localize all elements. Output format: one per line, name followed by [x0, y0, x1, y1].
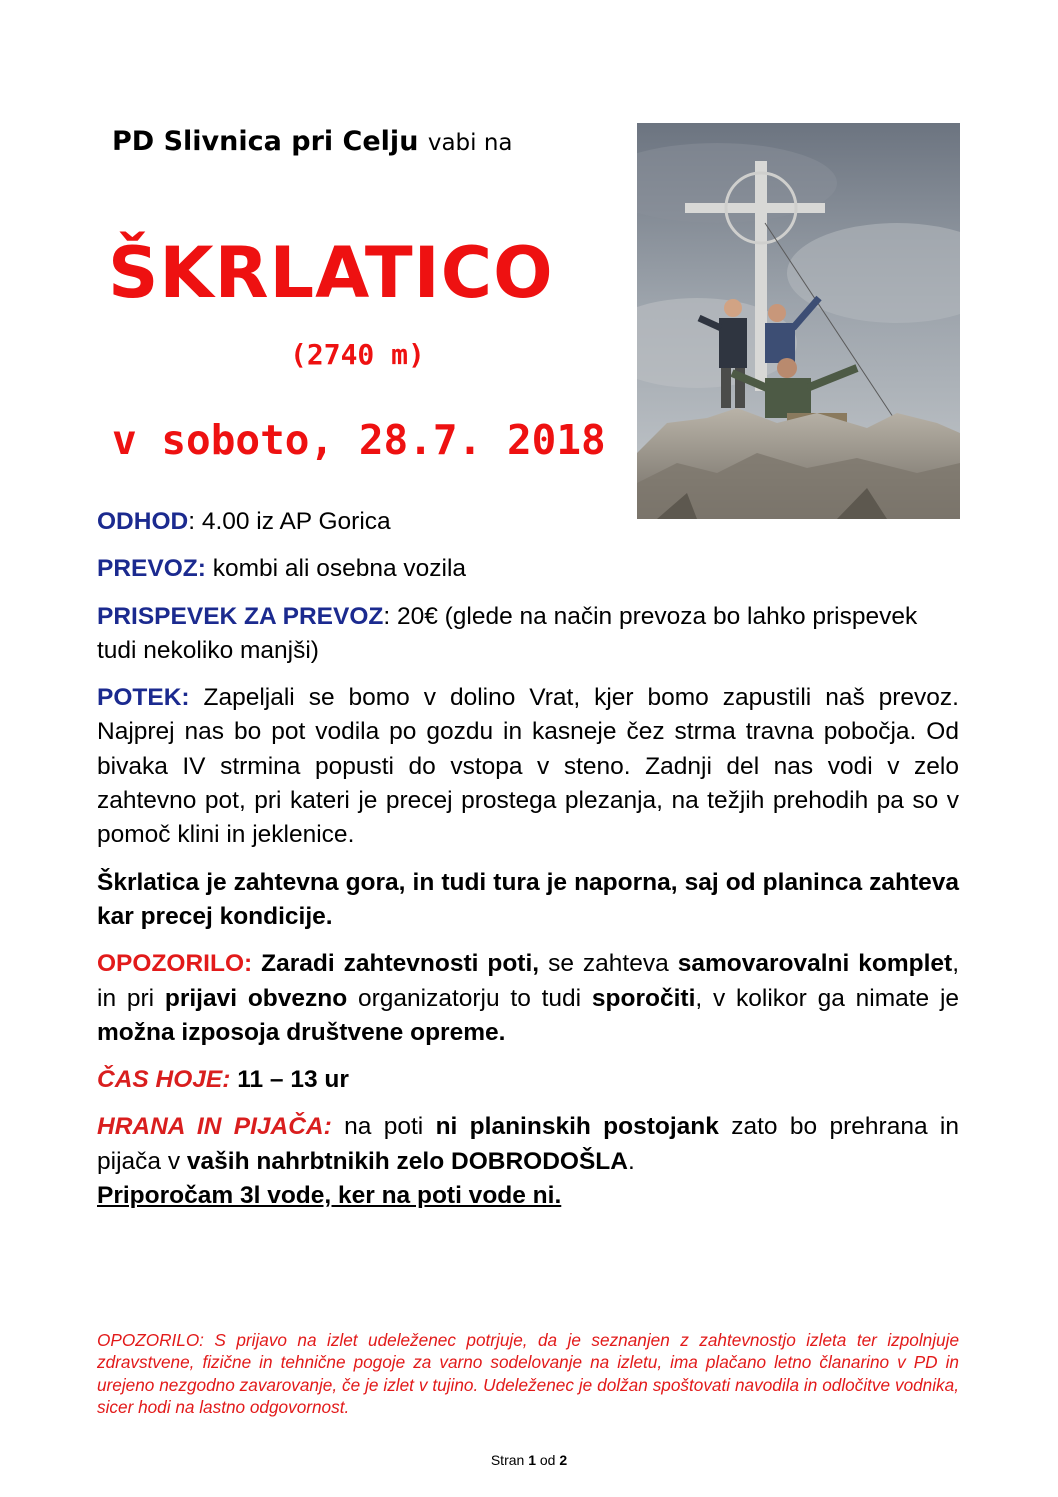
current-page: 1 [528, 1452, 536, 1468]
warning [97, 947, 959, 1050]
warning-text-1: se zahteva [539, 950, 678, 978]
event-date: v soboto, 28.7. 2018 [112, 416, 606, 464]
warning-text-4: , v kolikor ga nimate je [695, 984, 960, 1012]
food-label: HRANA IN PIJAČA: [97, 1113, 332, 1141]
warning-label: OPOZORILO: [97, 950, 253, 978]
food-drink [97, 1110, 959, 1213]
food-text-3: . [627, 1147, 635, 1175]
warning-bold-3: prijavi obvezno [164, 984, 348, 1012]
departure-text: : 4.00 iz AP Gorica [188, 508, 391, 535]
transport-fee [97, 600, 959, 669]
summit-cross-photo [637, 123, 960, 519]
route-label: POTEK: [97, 684, 190, 712]
fee-label: PRISPEVEK ZA PREVOZ [97, 602, 384, 630]
departure-label: ODHOD [97, 508, 189, 535]
warning-text-2: , in pri [97, 950, 960, 1012]
disclaimer: OPOZORILO: S prijavo na izlet udeleženec potrjuje, da je seznanjen z zahtevnostjo izleta ter izpolnjuje zdravstvene, fizične in tehnične pogoje za varno sodelovanje na izletu, ima plačano letno članarino v PD in urejeno nezgodno zavarovanje, če je izlet v tujino. Udeleženec je dolžan spoštovati navodila in odločitve vodnika, sicer hodi na lastno odgovornost. [97, 1330, 959, 1418]
warning-text-3: organizatorju to tudi [347, 984, 592, 1012]
fee-text: : 20€ (glede na način prevoza bo lahko prispevek tudi nekoliko manjši) [97, 602, 918, 664]
transport [97, 552, 959, 586]
page-prefix: Stran [490, 1452, 529, 1468]
total-pages: 2 [559, 1452, 568, 1468]
walking-time-label: ČAS HOJE: [97, 1066, 231, 1094]
food-bold-2: vaših nahrbtnikih zelo DOBRODOŠLA [186, 1147, 628, 1175]
transport-text: kombi ali osebna vozila [205, 555, 467, 583]
departure [97, 505, 959, 539]
warning-bold-2: samovarovalni komplet [677, 950, 953, 978]
organizer-name: PD Slivnica pri Celju [112, 126, 419, 157]
page-number [0, 1452, 1058, 1468]
transport-label: PREVOZ: [97, 555, 206, 583]
event-details [97, 505, 959, 1226]
elevation: (2740 m) [290, 338, 425, 371]
invite-text: vabi na [427, 130, 513, 156]
walking-time [97, 1063, 959, 1097]
water-recommendation: Priporočam 3l vode, ker na poti vode ni. [97, 1182, 562, 1210]
page-title: ŠKRLATICO [108, 232, 554, 314]
food-bold-1: ni planinskih postojank [435, 1113, 719, 1141]
difficulty-note: Škrlatica je zahtevna gora, in tudi tura je naporna, saj od planinca zahteva kar precej kondicije. [97, 868, 959, 930]
warning-bold-4: sporočiti [591, 984, 696, 1012]
food-text-1: na poti [331, 1113, 436, 1141]
page-mid: od [536, 1452, 560, 1468]
walking-time-value: 11 – 13 ur [230, 1066, 349, 1094]
route-description [97, 681, 959, 852]
warning-bold-5: možna izposoja društvene opreme. [97, 1018, 506, 1046]
route-text: Zapeljali se bomo v dolino Vrat, kjer bomo zapustili naš prevoz. Najprej nas bo pot vodila po gozdu in kasneje čez strma travna pobočja. Od bivaka IV strmina popusti do vstopa v steno. Zadnji del nas vodi v zelo zahtevno pot, pri kateri je precej prostega plezanja, na težjih prehodih pa so v pomoč klini in jeklenice. [97, 684, 959, 849]
organizer-line [112, 126, 612, 157]
food-text-2: zato bo prehrana in pijača v [97, 1113, 959, 1175]
warning-bold-1: Zaradi zahtevnosti poti, [252, 950, 540, 978]
